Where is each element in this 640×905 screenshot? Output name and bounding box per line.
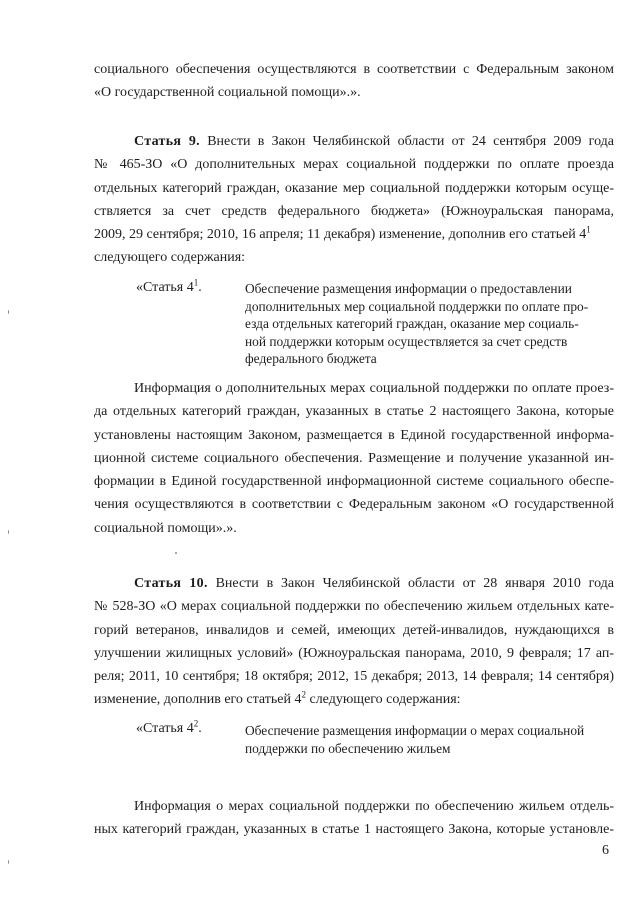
text-line: реля; 2011, 10 сентября; 18 октября; 2012, 15 декабря; 2013, 14 февраля; 14 сентября)	[94, 669, 614, 685]
title-line: федерального бюджета	[245, 351, 377, 366]
text-line: № 465-ЗО «О дополнительных мерах социальной поддержки по оплате проезда	[94, 157, 614, 173]
text-line: изменение, дополнив его статьей 4	[94, 692, 302, 708]
text-line: формации в Единой государственной информационной системе социального обеспе-	[94, 474, 614, 490]
text-line: Информация о мерах социальной поддержки по обеспечению жильем отдель-	[134, 799, 614, 814]
text-line: 2009, 29 сентября; 2010, 16 апреля; 11 декабря) изменение, дополнив его статьей 4	[94, 227, 587, 243]
scan-speck	[8, 530, 9, 534]
text-line: чения осуществляются в соответствии с Федеральным законом «О государственной	[94, 497, 614, 513]
article-4-2-body	[94, 795, 614, 842]
text-line: следующего содержания:	[94, 250, 246, 266]
text-line: да отдельных категорий граждан, указанных в статье 2 настоящего Закона, которые	[94, 404, 614, 420]
superscript: 1	[586, 224, 591, 235]
text-line: Информация о дополнительных мерах социальной поддержки по оплате проез-	[134, 381, 614, 396]
title-line: дополнительных мер социальной поддержки по оплате про-	[245, 298, 589, 314]
article-10	[94, 572, 614, 712]
superscript: 2	[301, 689, 306, 700]
article-9	[94, 130, 614, 270]
text-line: горий ветеранов, инвалидов и семей, имеющих детей-инвалидов, нуждающихся в	[94, 622, 614, 638]
article-10-first-line	[94, 572, 614, 595]
page-number: 6	[602, 843, 609, 858]
text-line: № 528-ЗО «О мерах социальной поддержки по обеспечению жильем отдельных кате-	[94, 599, 614, 615]
article-4-2-label: «Статья $4^2$.	[136, 718, 202, 736]
article-4-2-title	[245, 722, 613, 757]
title-line: Обеспечение размещения информации о предоставлении	[245, 281, 572, 296]
text-line: социального обеспечения осуществляются в соответствии с Федеральным законом	[94, 62, 614, 77]
text-line: социальной помощи».».	[94, 520, 237, 536]
text-line: улучшении жилищных условий» (Южноуральская панорама, 2010, 9 февраля; 17 ап-	[94, 645, 614, 661]
article-10-label: Статья 10.	[134, 576, 208, 591]
scan-speck	[175, 552, 177, 554]
article-4-1-label: «Статья $4^1$.	[136, 277, 202, 295]
text-line: отдельных категорий граждан, оказание мер социальной поддержки которым осуще-	[94, 180, 614, 196]
text-line: установлены настоящим Законом, размещается в Единой государственной информа-	[94, 427, 614, 443]
paragraph-continuation	[94, 58, 614, 105]
text-line: ных категорий граждан, указанных в статье 1 настоящего Закона, которые установле-	[94, 822, 614, 838]
text-line: ствляется за счет средств федерального бюджета» (Южноуральская панорама,	[94, 203, 614, 219]
article-9-first-line	[94, 130, 614, 153]
title-line: поддержки по обеспечению жильем	[245, 740, 451, 756]
article-9-label: Статья 9.	[134, 134, 200, 149]
title-line: езда отдельных категорий граждан, оказание мер социаль-	[245, 316, 579, 331]
title-line: ной поддержки которым осуществляется за счет средств	[245, 333, 568, 349]
superscript: 2	[193, 718, 199, 729]
article-10-line-6: изменение, дополнив его статьей $4^2$ следующего содержания:	[94, 689, 461, 708]
scan-speck	[8, 310, 9, 314]
article-4-1-title	[245, 280, 613, 368]
title-line: Обеспечение размещения информации о мерах социальной	[245, 723, 585, 738]
article-4-1-body	[94, 377, 614, 540]
article-9-line-5	[94, 223, 614, 246]
text-line: ционной системе социального обеспечения. Размещение и получение указанной ин-	[94, 450, 614, 466]
scan-speck	[8, 860, 9, 864]
text-line: Внести в Закон Челябинской области от 28 января 2010 года	[215, 576, 614, 591]
text-line: «О государственной социальной помощи».».	[94, 85, 361, 101]
superscript: 1	[193, 277, 199, 288]
text-line: Внести в Закон Челябинской области от 24 сентября 2009 года	[207, 134, 614, 149]
